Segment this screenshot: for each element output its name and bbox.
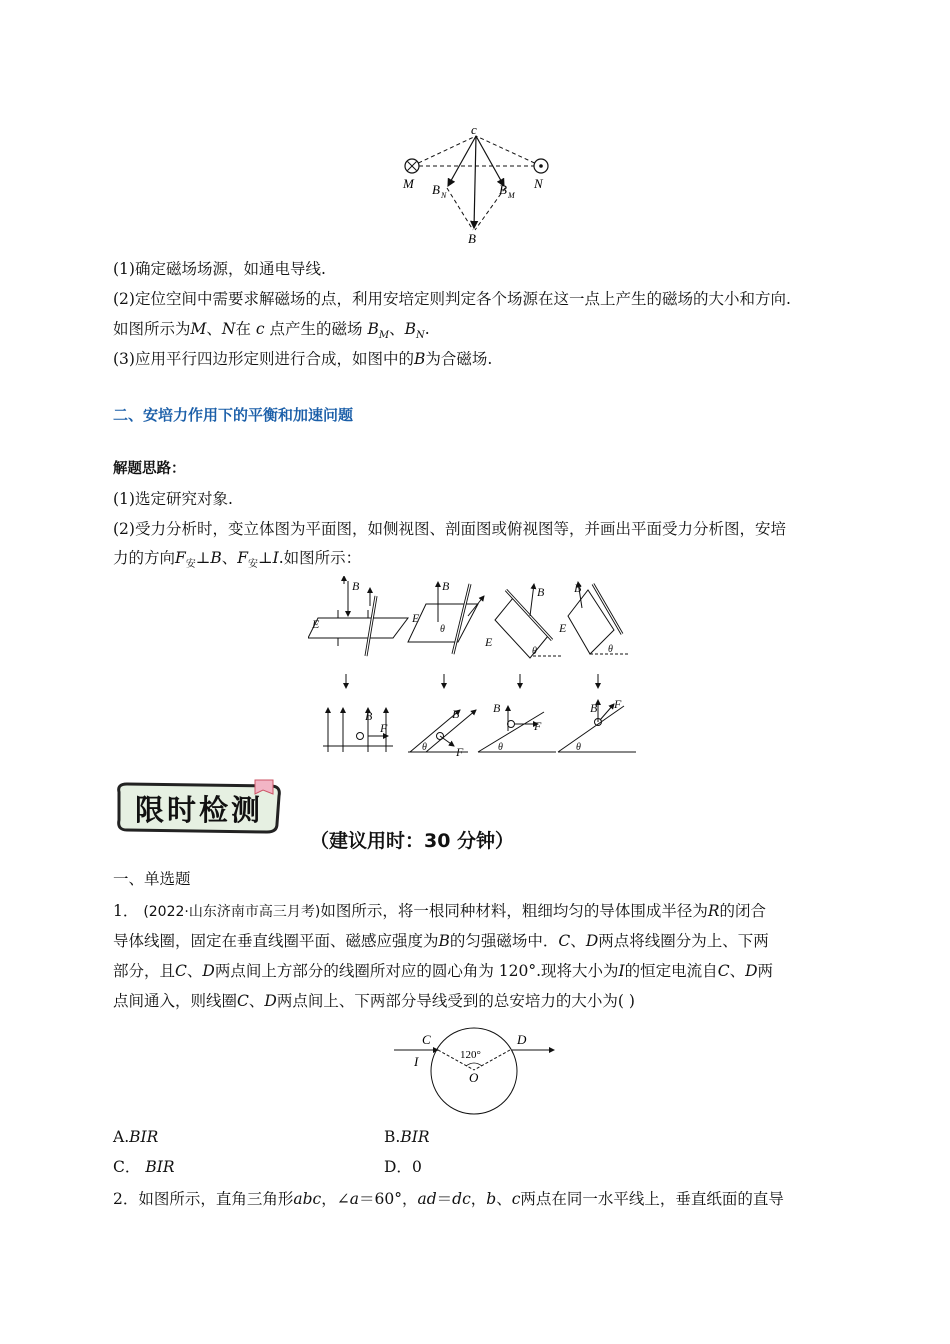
option-b[interactable]: B.BIR [384, 1128, 430, 1146]
svg-text:θ: θ [576, 742, 581, 753]
svg-text:F: F [456, 745, 464, 758]
svg-text:M: M [508, 191, 515, 200]
svg-text:F: F [380, 721, 388, 735]
q1-line-1: 1． (2022·山东济南市高三月考)如图所示，将一根同种材料，粗细均匀的导体围成半径为R的闭合 [113, 902, 767, 920]
label-N: N [534, 176, 543, 191]
q2-line-1: 2．如图所示，直角三角形abc，∠a＝60°，ad＝dc，b、c两点在同一水平线上，垂直纸面的直导 [113, 1190, 784, 1208]
idea-1: (1)选定研究对象. [113, 490, 233, 508]
svg-text:E: E [412, 611, 420, 625]
svg-text:B: B [352, 579, 360, 593]
svg-text:θ: θ [608, 644, 613, 655]
svg-text:E: E [559, 621, 567, 635]
idea-label: 解题思路： [113, 461, 186, 477]
svg-text:F: F [534, 719, 542, 733]
step-2-cont: 如图所示为M、N在 c 点产生的磁场 $B_M$、$B_N$. [113, 320, 430, 342]
svg-text:B: B [537, 585, 545, 599]
step-3: (3)应用平行四边形定则进行合成，如图中的B为合磁场. [113, 350, 493, 368]
time-hint: （建议用时：30 分钟） [310, 830, 515, 852]
svg-text:E: E [485, 635, 493, 649]
svg-text:θ: θ [422, 742, 427, 753]
svg-text:B: B [590, 701, 598, 715]
svg-text:B: B [365, 709, 373, 723]
svg-text:θ: θ [498, 742, 503, 753]
svg-text:C: C [422, 1032, 431, 1047]
svg-text:B: B [493, 701, 501, 715]
idea-2: (2)受力分析时，变立体图为平面图，如侧视图、剖面图或俯视图等，并画出平面受力分析图，安培 [113, 520, 786, 538]
coil-figure [392, 1026, 557, 1118]
svg-text:E: E [312, 617, 320, 631]
svg-text:B: B [442, 579, 450, 593]
superposition-figure [395, 122, 560, 247]
step-2: (2)定位空间中需要求解磁场的点，利用安培定则判定各个场源在这一点上产生的磁场的大小和方向. [113, 290, 791, 308]
label-BM: B [499, 182, 507, 197]
idea-3: 力的方向$F_安\perp B$、$F_安\perp I$.如图所示： [113, 549, 362, 571]
section-2-heading: 二、安培力作用下的平衡和加速问题 [113, 406, 354, 424]
option-a[interactable]: A.BIR [113, 1128, 159, 1146]
label-M: M [403, 176, 414, 191]
q1-line-4: 点间通入，则线圈C、D两点间上、下两部分导线受到的总安培力的大小为( ) [113, 992, 635, 1010]
q1-line-2: 导体线圈，固定在垂直线圈平面、磁感应强度为B的匀强磁场中．C、D两点将线圈分为上、下两 [113, 932, 769, 950]
timed-test-stamp: 限时检测 [113, 778, 285, 836]
svg-text:O: O [469, 1070, 479, 1085]
option-c[interactable]: C． BIR [113, 1158, 175, 1176]
svg-text:θ: θ [532, 646, 537, 657]
svg-text:θ: θ [440, 624, 445, 635]
label-B: B [468, 231, 476, 246]
option-d[interactable]: D．0 [384, 1158, 422, 1176]
svg-text:I: I [414, 1054, 419, 1069]
svg-text:D: D [517, 1032, 527, 1047]
svg-text:N: N [441, 191, 447, 200]
svg-text:F: F [614, 697, 622, 711]
part-1-heading: 一、单选题 [113, 870, 191, 888]
label-BN: B [432, 182, 440, 197]
svg-text:B: B [574, 581, 582, 595]
step-1: (1)确定磁场场源，如通电导线. [113, 260, 326, 278]
q1-line-3: 部分，且C、D两点间上方部分的线圈所对应的圆心角为 120°.现将大小为I的恒定电流自C、D两 [113, 962, 774, 980]
label-c: c [471, 122, 477, 137]
svg-text:120°: 120° [460, 1049, 481, 1061]
force-analysis-figure [308, 576, 638, 758]
svg-text:B: B [452, 707, 460, 721]
